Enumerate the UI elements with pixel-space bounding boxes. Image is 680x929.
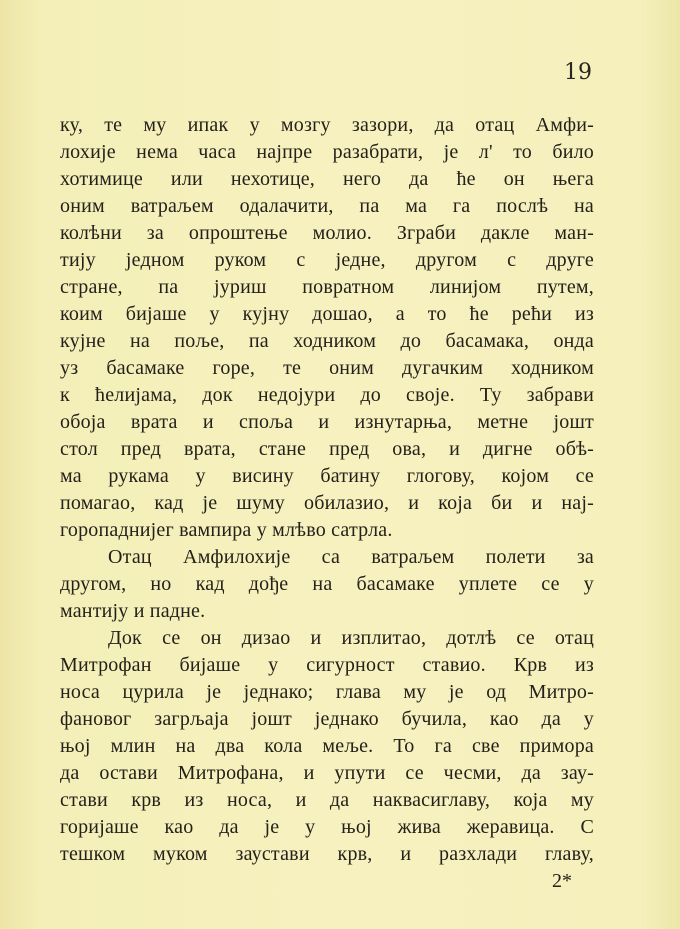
text-line: уз басамаке горе, те оним дугачким ходником [60,357,594,379]
text-line: хотимице или нехотице, него да ће он њега [60,168,594,190]
text-line: носа цурила је једнако; глава му је од Митро- [60,681,594,703]
text-line: колѣни за опроштење молио. Зграби дакле ман- [60,222,594,244]
text-line: Док се он дизао и изплитао, дотлѣ се отац [108,627,594,649]
text-line: Отац Амфилохије са ватраљем полети за [108,546,594,568]
text-line: к ћелијама, док недојури до своје. Ту забрави [60,384,594,406]
signature-mark: 2* [552,870,572,892]
text-line: стави крв из носа, и да наквасиглаву, која му [60,789,594,811]
text-line: горопаднијег вампира у млѣво сатрла. [60,519,393,541]
text-line: Митрофан бијаше у сигурност ставио. Крв из [60,654,594,676]
text-line: да остави Митрофана, и упути се чесми, да зау- [60,762,594,784]
text-line: мантију и падне. [60,600,206,622]
text-line: њој млин на два кола меље. То га све примора [60,735,594,757]
text-line: тешком муком заустави крв, и разхлади главу, [60,843,594,865]
text-line: коим бијаше у кујну дошао, а то ће рећи из [60,303,594,325]
page-number: 19 [564,60,592,85]
text-line: ку, те му ипак у мозгу зазори, да отац Амфи- [60,114,594,136]
text-line: стране, па јуриш повратном линијом путем, [60,276,594,298]
text-line: обоја врата и споља и изнутарња, метне јошт [60,411,594,433]
text-line: стол пред врата, стане пред ова, и дигне обѣ- [60,438,594,460]
text-line: оним ватраљем одалачити, па ма га послѣ на [60,195,594,217]
page-text [60,112,594,868]
text-line: тију једном руком с једне, другом с друге [60,249,594,271]
text-line: помагао, кад је шуму обилазио, и која би и нај- [60,492,594,514]
text-line: другом, но кад дође на басамаке уплете се у [60,573,594,595]
text-line: фановог загрљаја јошт једнако бучила, као да у [60,708,594,730]
text-line: горијаше као да је у њој жива жеравица. С [60,816,594,838]
text-line: ма рукама у висину батину глогову, којом се [60,465,594,487]
text-line: кујне на поље, па ходником до басамака, онда [60,330,594,352]
text-line: лохије нема часа најпре разабрати, је л' то било [60,141,594,163]
